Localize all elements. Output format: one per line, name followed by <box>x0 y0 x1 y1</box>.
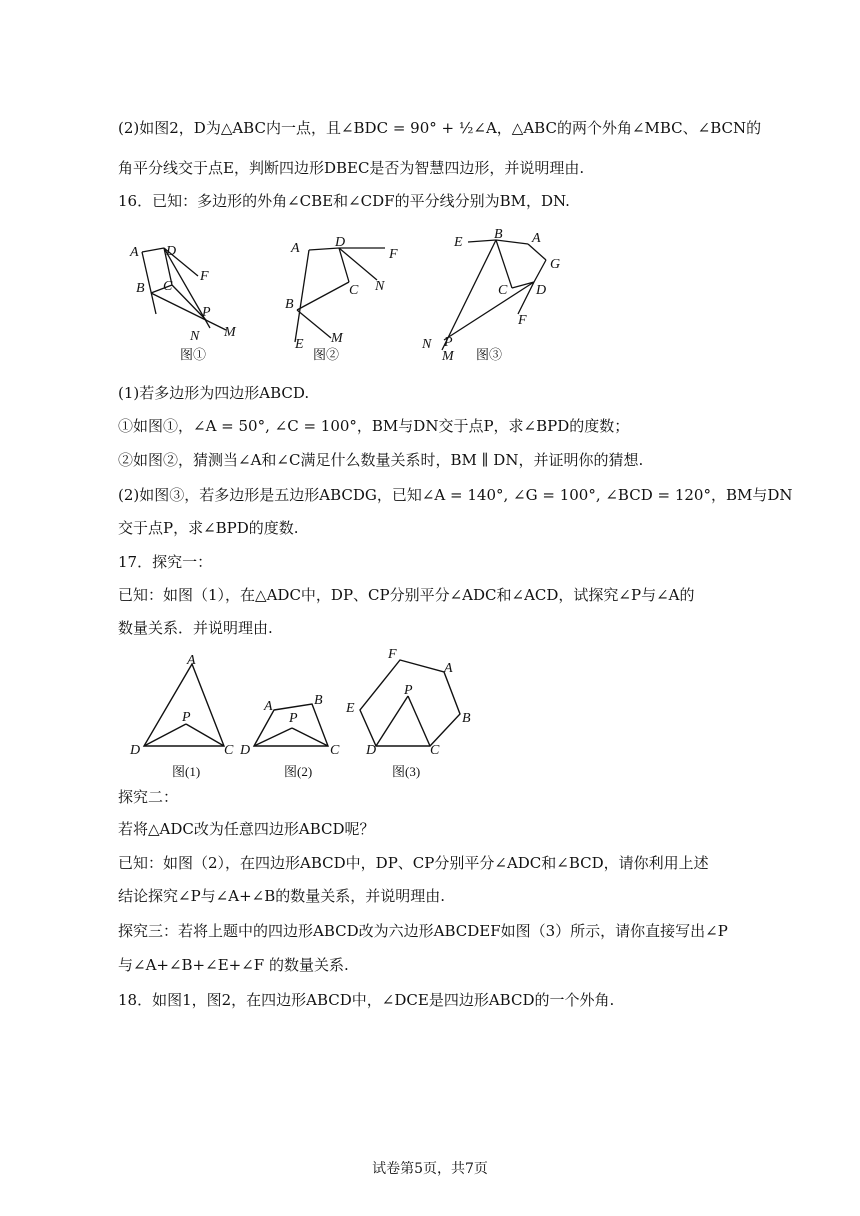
label: F <box>518 313 527 328</box>
label: C <box>163 279 173 294</box>
label: A <box>187 653 196 668</box>
label: B <box>285 297 294 312</box>
label: D <box>366 743 377 758</box>
label: A <box>291 241 300 256</box>
figure-17-2 <box>240 688 346 782</box>
figure-caption: 图② <box>313 347 340 362</box>
label: M <box>442 349 454 364</box>
label: D <box>130 743 141 758</box>
text-line: 17．探究一： <box>118 553 213 571</box>
text-line: 与∠A+∠B+∠E+∠F 的数量关系. <box>118 956 349 974</box>
label: P <box>182 710 191 725</box>
label: A <box>532 231 541 246</box>
text-line: 若将△ADC改为任意四边形ABCD呢？ <box>118 820 375 838</box>
text-line: ①如图①，∠A = 50°, ∠C = 100°，BM与DN交于点P，求∠BPD的度数； <box>118 417 630 435</box>
label: F <box>388 647 397 662</box>
figure-caption: 图① <box>180 347 207 362</box>
text-line: 数量关系．并说明理由. <box>118 619 273 637</box>
label: G <box>550 257 561 272</box>
label: A <box>130 245 139 260</box>
label: M <box>331 331 343 346</box>
figure-17-3 <box>342 642 480 782</box>
text-line: 交于点P，求∠BPD的度数. <box>118 519 299 537</box>
label: E <box>454 235 463 250</box>
label: D <box>166 244 177 259</box>
text-line: 探究三：若将上题中的四边形ABCD改为六边形ABCDEF如图（3）所示，请你直接写出∠P <box>118 922 728 940</box>
label: F <box>200 269 209 284</box>
label: N <box>190 329 200 344</box>
label: A <box>264 699 273 714</box>
label: P <box>404 683 413 698</box>
text-line: (2)如图2，D为△ABC内一点，且∠BDC = 90° + ½∠A，△ABC的两个外角∠MBC、∠BCN的 <box>118 119 762 137</box>
text-line: 已知：如图（2），在四边形ABCD中，DP、CP分别平分∠ADC和∠BCD，请你利用上述 <box>118 854 709 872</box>
label: N <box>422 337 432 352</box>
label: E <box>346 701 355 716</box>
label: B <box>136 281 145 296</box>
figure-caption: 图(3) <box>392 764 421 779</box>
label: N <box>375 279 385 294</box>
label: B <box>462 711 471 726</box>
figure-17-1 <box>126 650 238 782</box>
text-line: 已知：如图（1），在△ADC中，DP、CP分别平分∠ADC和∠ACD，试探究∠P与∠A的 <box>118 586 695 604</box>
label: P <box>289 711 298 726</box>
label: B <box>314 693 323 708</box>
label: A <box>444 661 453 676</box>
label: F <box>389 247 398 262</box>
figure-caption: 图③ <box>476 347 503 362</box>
label: M <box>224 325 236 340</box>
label: E <box>295 337 304 352</box>
text-line: (1)若多边形为四边形ABCD. <box>118 384 310 402</box>
label: D <box>335 235 346 250</box>
figure-16-2 <box>285 230 415 366</box>
text-line: 16．已知：多边形的外角∠CBE和∠CDF的平分线分别为BM，DN. <box>118 192 570 210</box>
text-line: ②如图②，猜测当∠A和∠C满足什么数量关系时，BM ∥ DN，并证明你的猜想. <box>118 451 644 469</box>
figure-16-3 <box>418 222 578 366</box>
label: C <box>498 283 508 298</box>
label: B <box>494 227 503 242</box>
text-line: 18．如图1，图2，在四边形ABCD中，∠DCE是四边形ABCD的一个外角. <box>118 991 615 1009</box>
label: C <box>330 743 340 758</box>
label: P <box>202 305 211 320</box>
page-footer: 试卷第5页，共7页 <box>372 1161 488 1177</box>
label: D <box>240 743 251 758</box>
figure-caption: 图(1) <box>172 764 201 779</box>
text-line: 角平分线交于点E，判断四边形DBEC是否为智慧四边形，并说明理由. <box>118 159 585 177</box>
label: C <box>349 283 359 298</box>
label: D <box>536 283 547 298</box>
label: C <box>430 743 440 758</box>
text-line: 探究二： <box>118 788 179 806</box>
text-line: 结论探究∠P与∠A+∠B的数量关系，并说明理由. <box>118 887 445 905</box>
label: C <box>224 743 234 758</box>
figure-caption: 图(2) <box>284 764 313 779</box>
label: P <box>444 335 453 350</box>
text-line: (2)如图③，若多边形是五边形ABCDG，已知∠A = 140°, ∠G = 100°, ∠BCD = 120°，BM与DN <box>118 486 793 504</box>
figure-16-1 <box>128 238 248 366</box>
